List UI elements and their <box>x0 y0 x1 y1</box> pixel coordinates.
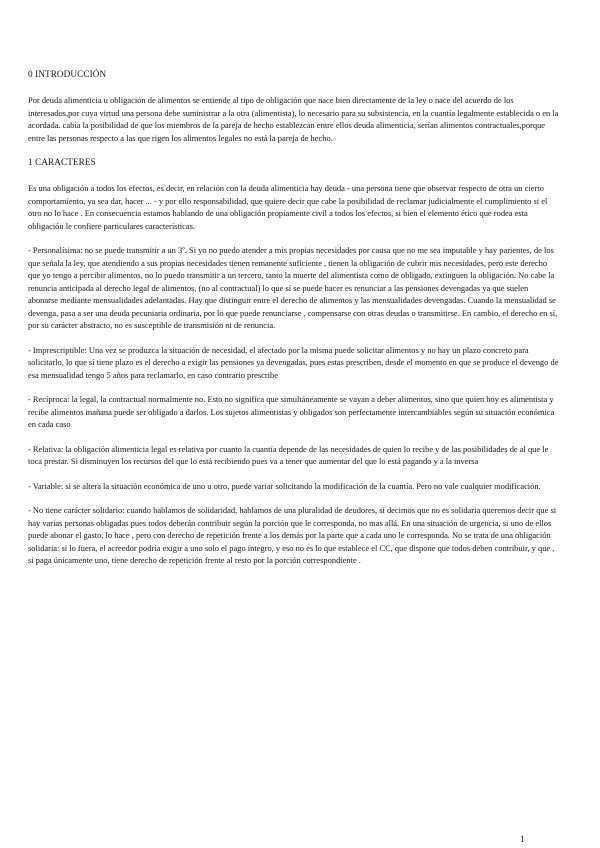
document-page <box>28 68 560 579</box>
paragraph-imprescriptible: - Imprescriptible: Una vez se produzca la situación de necesidad, el afectado por la misma puede solicitar alimentos y no hay un plazo concreto para solicitarlo, lo que sí tiene plazo es el derecho a exigir las pensiones ya devengadas, pues estas prescriben, desde el momento en que se produce el devengo de esa mensualidad tengo 5 años para reclamarlo, en caso contrario prescribe <box>28 344 559 380</box>
paragraph-obligacion: Es una obligación a todos los efectos, es decir, en relación con la deuda alimenticia hay deuda - una persona tiene que observar respecto de otra un cierto comportamiento, ya sea dar, hacer ... - y por ello responsabilidad, que quiere decir que cabe la posibilidad de reclamar judicialmente el cumplimiento si el otro no lo hace . En consecuencia estamos hablando de una obligación propiamente civil a todos los efectos, si bien el elemento ético que rodea esta obligación le confiere particulares características. <box>28 183 548 231</box>
paragraph-personalisima: - Personalísima: no se puede transmitir a un 3º. Si yo no puedo atender a mis propias necesidades por causa que no me sea imputable y hay parientes, de los que señala la ley, que atendiendo a sus propias necesidades tienen remanente suficiente , tienen la obligación de cubrir mis necesidades, pero este derecho que yo tengo a percibir alimentos, no lo puedo transmitir a un tercero, tanto la muerte del alimentista como de obligado, extinguen la obligación. No cabe la renuncia anticipada al derecho legal de alimentos, (no al contractual) lo que sí se puede hacer es renunciar a las pensiones devengadas ya que suelen abonarse mediante mensualidades adelantadas. Hay que distinguir entre el derecho de alimentos y las mensualidades devengadas. Cuando la mensualidad se devenga, pasa a ser una deuda pecuniaria ordinaria, por lo que puede renunciarse , compensarse con otras deudas o transmitirse. En cambio, el derecho en sí, por su carácter abstracto, no es susceptible de transmisión ni de renuncia. <box>28 245 558 330</box>
paragraph-relativa: - Relativa: la obligación alimenticia legal es relativa por cuanto la cuantía depende de las necesidades de quien lo recibe y de las posibilidades de al que le toca prestar. Si disminuyen los recursos del que lo está recibiendo pues va a tener que aumentar del que lo está pagando y a la inversa <box>28 443 549 466</box>
section-heading-introduccion: 0 INTRODUCCIÓN <box>28 69 107 79</box>
page-number: 1 <box>520 834 525 844</box>
paragraph-no-solidario: - No tiene carácter solidario: cuando hablamos de solidaridad, hablamos de una pluralidad de deudores, si decimos que no es solidaria queremos decir que si hay varias personas obligadas pues todos deberán contribuir según la porción que le corresponda, no mas allá. En una situación de urgencia, si uno de ellos puede abonar el gasto, lo hace , pero con derecho de repetición frente a los demás por la parte que a cada uno le corresponda. No se trata de una obligación solidaria: si lo fuera, el acreedor podría exigir a uno solo el pago íntegro, y eso no es lo que establece el CC, que dispone que todos deben contribuir, y que , si paga únicamente uno, tiene derecho de repetición frente al resto por la porción correspondiente . <box>28 505 557 565</box>
section-heading-caracteres: 1 CARACTERES <box>28 157 96 167</box>
paragraph-reciproca: - Recíproca: la legal, la contractual normalmente no. Esto no significa que simultáneamente se vayan a deber alimentos, sino que quien hoy es alimentista y recibe alimentos mañana puede ser obligado a darlos. Los sujetos alimentistas y obligados son perfectamente intercambiables según su situación económica en cada caso <box>28 394 555 429</box>
paragraph-variable: - Variable: si se altera la situación económica de uno u otro, puede variar solicitando la modificación de la cuantía. Pero no vale cualquier modificación. <box>28 480 541 491</box>
paragraph-introduccion: Por deuda alimenticia u obligación de alimentos se entiende al tipo de obligación que nace bien directamente de la ley o nace del acuerdo de los interesados,por cuya virtud una persona debe suministrar a la otra (alimentista), lo necesario para su subsistencia, en la cuantía legalmente establecida o en la acordada. cabía la posibilidad de que los miembros de la pareja de hecho establezcan entre ellos deuda alimenticia, serían alimentos contractuales,porque entre las personas respecto a las que rigen los alimentos legales no está la pareja de hecho. <box>28 95 559 143</box>
